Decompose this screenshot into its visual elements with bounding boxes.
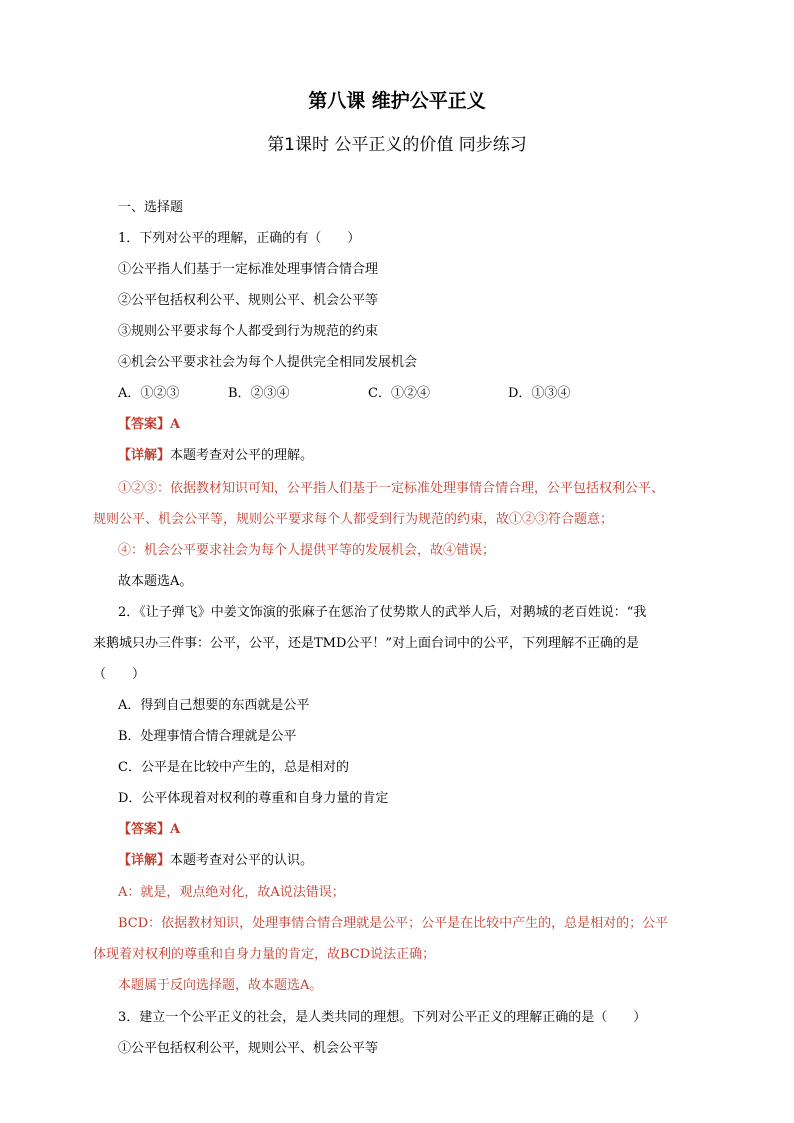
document-subtitle: 第1课时 公平正义的价值 同步练习: [267, 135, 527, 155]
q1-item-3: ③规则公平要求每个人都受到行为规范的约束: [118, 324, 379, 339]
q1-stem: 1．下列对公平的理解，正确的有（ ）: [118, 231, 361, 246]
q2-option-b: B．处理事情合情合理就是公平: [118, 729, 297, 744]
document-title: 第八课 维护公平正义: [308, 90, 486, 112]
q2-explain-1: A：就是，观点绝对化，故A说法错误；: [118, 885, 345, 900]
q3-item-1: ①公平包括权利公平，规则公平、机会公平等: [118, 1041, 379, 1056]
q2-option-c: C．公平是在比较中产生的，总是相对的: [118, 760, 349, 775]
q1-option-c: C．①②④: [368, 386, 430, 401]
q1-option-b: B．②③④: [228, 386, 290, 401]
q2-stem-line-1: 2．《让子弹飞》中姜文饰演的张麻子在惩治了仗势欺人的武举人后，对鹅城的老百姓说：“我: [118, 605, 647, 620]
q2-stem-line-2: 来鹅城只办三件事：公平，公平，还是TMD公平！”对上面台词中的公平，下列理解不正确的是: [93, 636, 640, 651]
q1-explain-1: ①②③：依据教材知识可知，公平指人们基于一定标准处理事情合情合理，公平包括权利公平、: [118, 481, 665, 496]
q2-detail: [118, 852, 313, 870]
detail-tag: 【详解】: [118, 448, 171, 463]
q1-explain-2: ④：机会公平要求社会为每个人提供平等的发展机会，故④错误；: [118, 543, 496, 558]
detail-tag: 【详解】: [118, 853, 171, 868]
q1-item-2: ②公平包括权利公平、规则公平、机会公平等: [118, 293, 379, 308]
q2-option-d: D．公平体现着对权利的尊重和自身力量的肯定: [118, 791, 389, 806]
q1-conclusion: 故本题选A。: [118, 574, 193, 589]
q2-answer: 【答案】A: [118, 822, 181, 837]
q1-item-4: ④机会公平要求社会为每个人提供完全相同发展机会: [118, 355, 418, 370]
section-heading: 一、选择题: [118, 200, 184, 215]
q1-item-1: ①公平指人们基于一定标准处理事情合情合理: [118, 262, 379, 277]
q2-detail-text: 本题考查对公平的认识。: [170, 853, 314, 868]
q2-explain-2b: 体现着对权利的尊重和自身力量的肯定，故BCD说法正确；: [93, 947, 436, 962]
q1-option-d: D．①③④: [508, 386, 571, 401]
q2-conclusion: 本题属于反向选择题，故本题选A。: [118, 978, 323, 993]
q2-option-a: A．得到自己想要的东西就是公平: [118, 698, 310, 713]
q1-detail: [118, 447, 313, 465]
q3-stem: 3．建立一个公平正义的社会，是人类共同的理想。下列对公平正义的理解正确的是（ ）: [118, 1010, 647, 1025]
q1-answer: 【答案】A: [118, 417, 181, 432]
q1-option-a: A．①②③: [118, 386, 180, 401]
q2-stem-line-3: （ ）: [93, 667, 146, 682]
q2-explain-2: BCD：依据教材知识，处理事情合情合理就是公平；公平是在比较中产生的，总是相对的；公平: [118, 916, 669, 931]
q1-explain-1b: 规则公平、机会公平等，规则公平要求每个人都受到行为规范的约束，故①②③符合题意；: [93, 512, 614, 527]
q1-detail-text: 本题考查对公平的理解。: [170, 448, 314, 463]
